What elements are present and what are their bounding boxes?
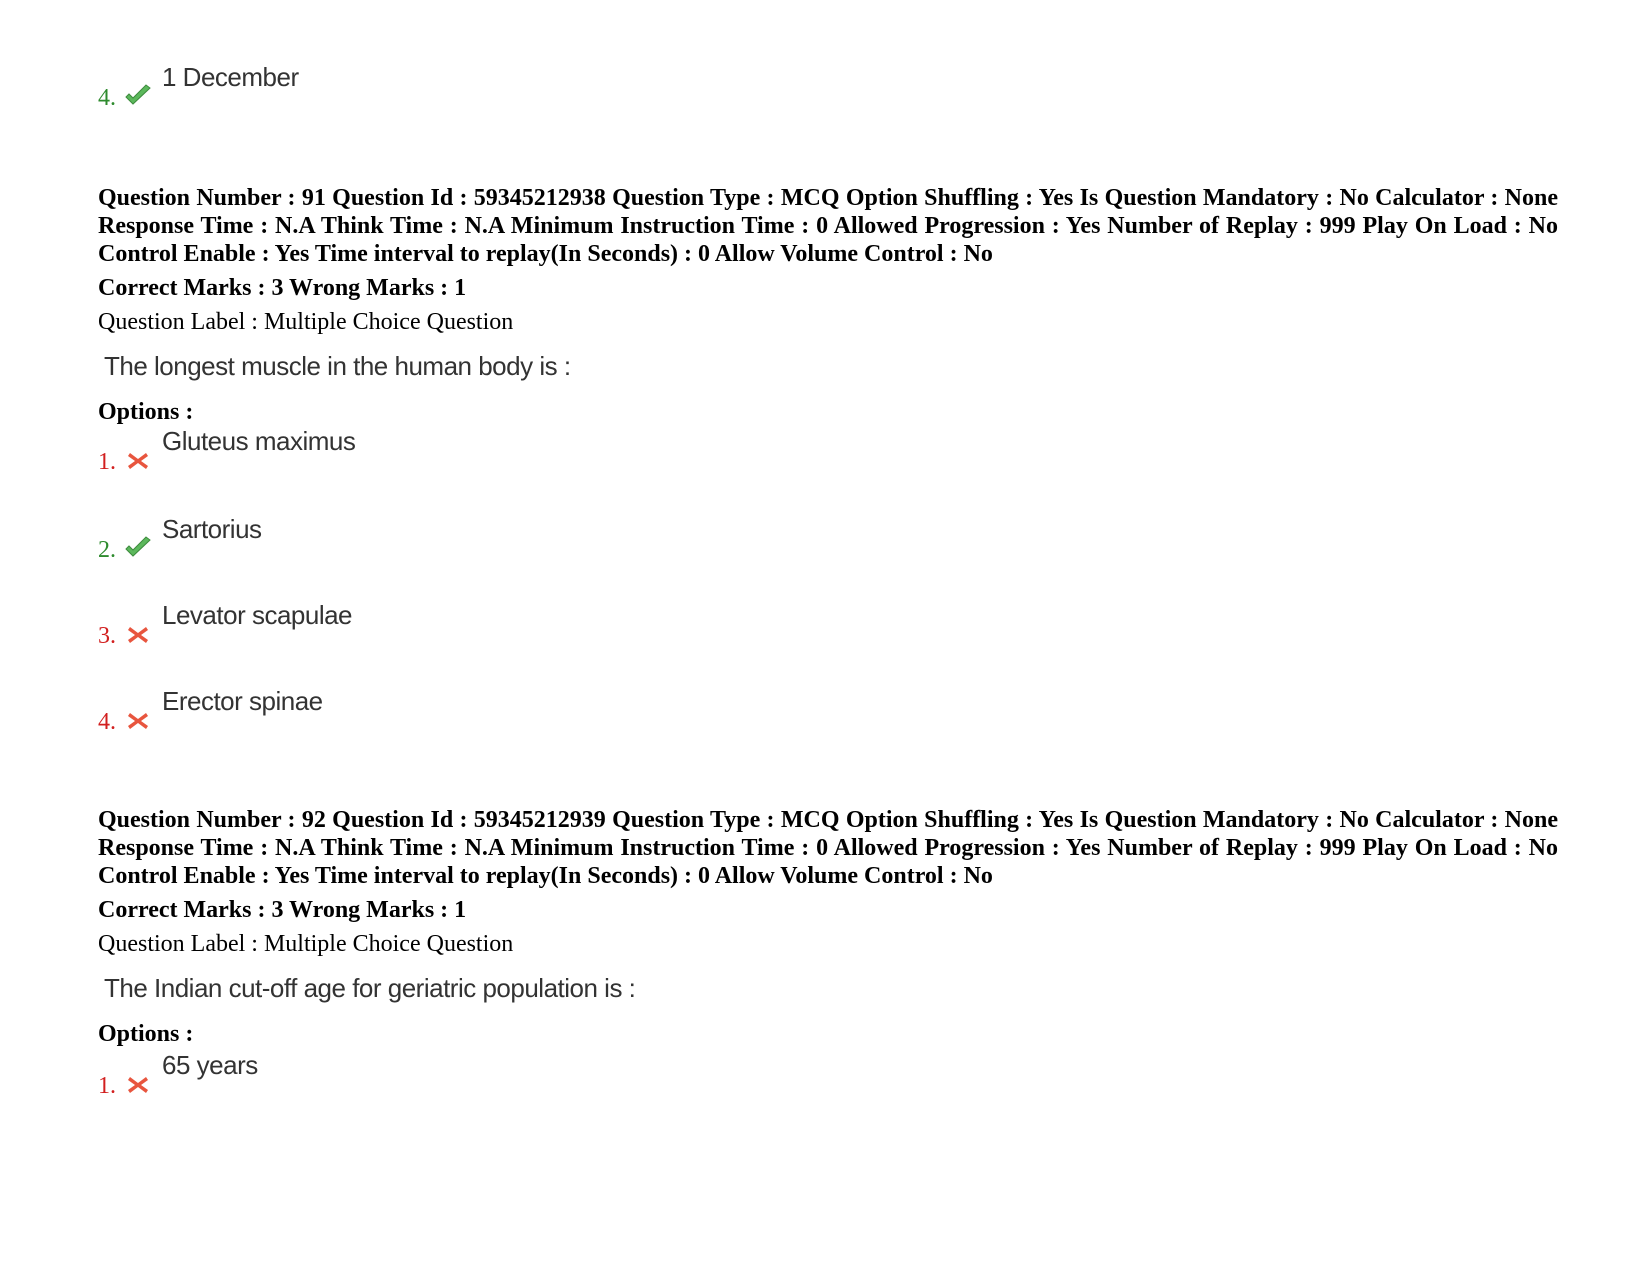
option-number: 3. [98,623,116,649]
option-text: Gluteus maximus [162,426,356,456]
question-text: The Indian cut-off age for geriatric population is : [104,973,636,1003]
check-icon [124,536,152,560]
option-text: 1 December [162,62,299,92]
options-heading: Options : [98,1021,194,1047]
cross-icon [124,1072,152,1096]
question-marks: Correct Marks : 3 Wrong Marks : 1 [98,897,467,923]
option-item [98,62,798,122]
option-number: 1. [98,449,116,475]
cross-icon [124,622,152,646]
cross-icon [124,448,152,472]
question-marks: Correct Marks : 3 Wrong Marks : 1 [98,275,467,301]
option-item [98,686,798,746]
option-text: 65 years [162,1050,258,1080]
option-item [98,600,798,660]
option-text: Sartorius [162,514,262,544]
question-block [98,806,1558,1048]
cross-icon [124,708,152,732]
option-number: 4. [98,709,116,735]
options-heading: Options : [98,399,194,425]
question-meta: Question Number : 91 Question Id : 59345212938 Question Type : MCQ Option Shuffling : Yes Is Question Mandatory : No Calculator : None Response Time : N.A Think Time : N.A Minimum Instruction Time : 0 Allowed Progression : Yes Number of Replay : 999 Play On Load : No Control Enable : Yes Time interval to replay(In Seconds) : 0 Allow Volume Control : No [98,185,1558,267]
question-block [98,184,1558,426]
question-meta: Question Number : 92 Question Id : 59345212939 Question Type : MCQ Option Shuffling : Yes Is Question Mandatory : No Calculator : None Response Time : N.A Think Time : N.A Minimum Instruction Time : 0 Allowed Progression : Yes Number of Replay : 999 Play On Load : No Control Enable : Yes Time interval to replay(In Seconds) : 0 Allow Volume Control : No [98,807,1558,889]
option-item [98,426,798,486]
check-icon [124,84,152,108]
option-number: 1. [98,1073,116,1099]
option-item [98,514,798,574]
option-number: 4. [98,85,116,111]
question-text: The longest muscle in the human body is : [104,351,571,381]
question-label: Question Label : Multiple Choice Question [98,931,514,957]
option-number: 2. [98,537,116,563]
option-item [98,1050,798,1110]
option-text: Levator scapulae [162,600,353,630]
option-text: Erector spinae [162,686,323,716]
question-label: Question Label : Multiple Choice Question [98,309,514,335]
